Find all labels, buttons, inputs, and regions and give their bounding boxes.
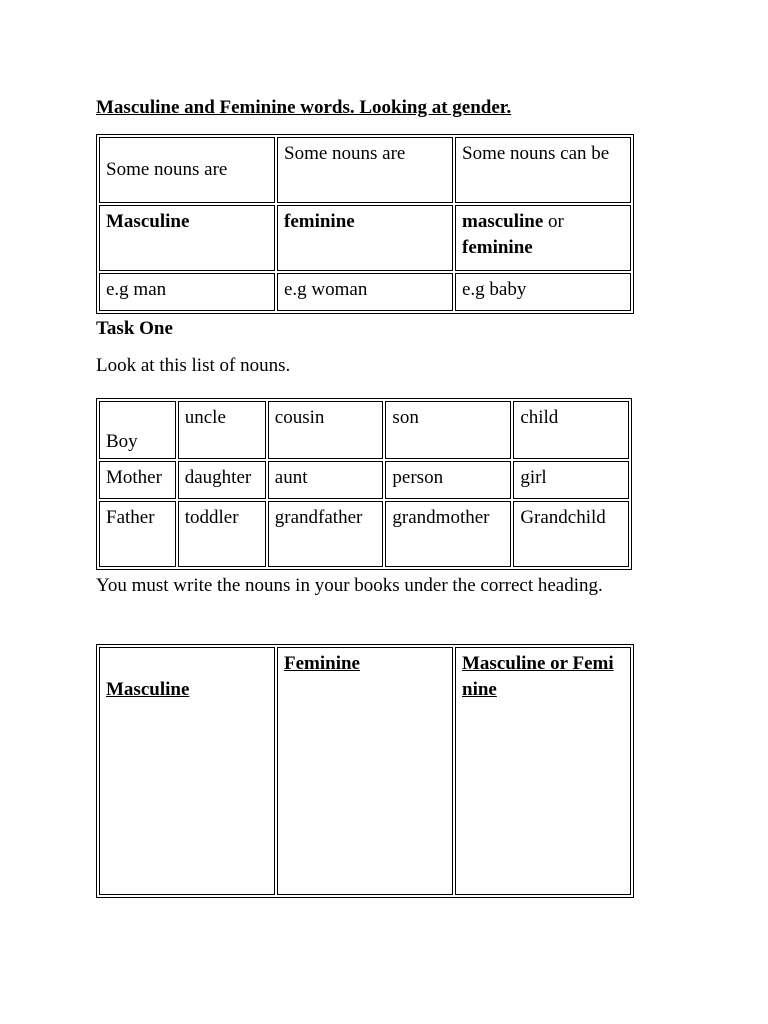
noun-cell: cousin — [268, 401, 384, 459]
noun-cell: aunt — [268, 461, 384, 499]
example-cell: e.g woman — [277, 273, 453, 311]
type-or-word: or — [543, 211, 564, 232]
type-cell-masculine: Masculine — [99, 205, 275, 271]
answer-column-both[interactable] — [455, 647, 631, 895]
document-title: Masculine and Feminine words. Looking at gender. — [96, 97, 512, 118]
type-masculine-word: masculine — [462, 211, 544, 232]
noun-cell: uncle — [178, 401, 266, 459]
noun-list-table — [96, 398, 632, 570]
noun-cell: daughter — [178, 461, 266, 499]
type-cell-feminine: feminine — [277, 205, 453, 271]
type-feminine-word: feminine — [462, 237, 533, 258]
noun-cell: child — [513, 401, 629, 459]
answer-heading-feminine: Feminine — [284, 653, 360, 674]
task-heading: Task One — [96, 318, 173, 339]
noun-cell: girl — [513, 461, 629, 499]
noun-cell: toddler — [178, 501, 266, 567]
noun-row — [99, 501, 629, 567]
header-cell-masculine: Some nouns are — [99, 137, 275, 203]
gender-table-type-row — [99, 205, 631, 271]
noun-cell: Mother — [99, 461, 176, 499]
noun-row — [99, 401, 629, 459]
answer-table-row — [99, 647, 631, 895]
header-cell-both: Some nouns can be — [455, 137, 631, 203]
noun-cell: grandfather — [268, 501, 384, 567]
answer-table — [96, 644, 634, 898]
noun-cell: Boy — [99, 401, 176, 459]
answer-column-masculine[interactable] — [99, 647, 275, 895]
document-page — [96, 94, 632, 898]
header-cell-feminine: Some nouns are — [277, 137, 453, 203]
answer-heading-masculine: Masculine — [106, 679, 190, 700]
answer-heading-both: Masculine or Feminine — [462, 653, 614, 700]
example-cell: e.g man — [99, 273, 275, 311]
noun-row — [99, 461, 629, 499]
gender-table-header-row — [99, 137, 631, 203]
example-cell: e.g baby — [455, 273, 631, 311]
type-cell-both — [455, 205, 631, 271]
noun-cell: grandmother — [385, 501, 511, 567]
gender-table — [96, 134, 634, 314]
noun-cell: son — [385, 401, 511, 459]
noun-cell: person — [385, 461, 511, 499]
noun-cell: Father — [99, 501, 176, 567]
instruction-text-2: You must write the nouns in your books under the correct heading. — [96, 575, 603, 596]
answer-column-feminine[interactable] — [277, 647, 453, 895]
noun-cell: Grandchild — [513, 501, 629, 567]
instruction-text: Look at this list of nouns. — [96, 355, 291, 376]
gender-table-example-row — [99, 273, 631, 311]
